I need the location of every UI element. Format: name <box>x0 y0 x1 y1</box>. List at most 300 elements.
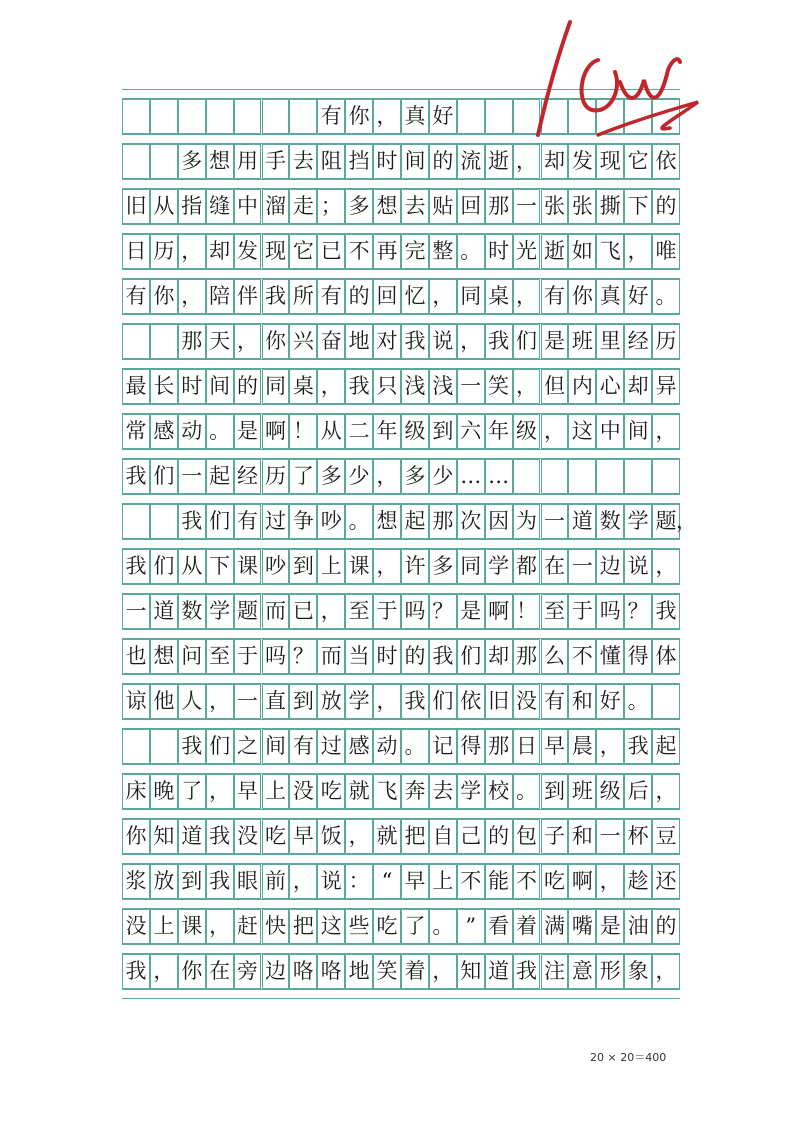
essay-char: 有 <box>543 689 565 713</box>
essay-char: ！ <box>516 599 538 623</box>
essay-char: 着 <box>516 914 538 938</box>
essay-char: 把 <box>292 914 314 938</box>
essay-char: 用 <box>237 149 259 173</box>
grid-band <box>122 359 680 369</box>
essay-char: 只 <box>376 374 398 398</box>
essay-char: 至 <box>543 599 565 623</box>
essay-char: 旁 <box>237 959 259 983</box>
essay-char: 至 <box>209 644 231 668</box>
essay-char: 却 <box>627 374 649 398</box>
essay-char: 吗 <box>599 599 621 623</box>
essay-char: 在 <box>209 959 231 983</box>
grid-cell <box>150 324 178 359</box>
essay-char: 吃 <box>320 779 342 803</box>
essay-char: 整 <box>432 239 454 263</box>
essay-char: 历 <box>153 239 175 263</box>
grid-cell <box>652 459 680 494</box>
essay-char: 趁 <box>627 869 649 893</box>
essay-char: 不 <box>348 239 370 263</box>
essay-char: 级 <box>516 419 538 443</box>
essay-char: 想 <box>209 149 231 173</box>
grid-cell <box>150 99 178 134</box>
essay-char: ， <box>655 554 677 578</box>
essay-char: 的 <box>348 284 370 308</box>
essay-char: 张 <box>571 194 593 218</box>
essay-char: 着 <box>404 959 426 983</box>
essay-char: 道 <box>571 509 593 533</box>
essay-char: 旧 <box>125 194 147 218</box>
essay-char: 心 <box>599 374 621 398</box>
essay-char: 下 <box>627 194 649 218</box>
essay-char: 快 <box>264 914 286 938</box>
essay-char: 有 <box>292 734 314 758</box>
essay-char: 说 <box>627 554 649 578</box>
essay-char: 前 <box>264 869 286 893</box>
essay-char: 因 <box>488 509 510 533</box>
essay-char: 兴 <box>292 329 314 353</box>
essay-char: 中 <box>599 419 621 443</box>
essay-char: 们 <box>209 509 231 533</box>
essay-char: 咯 <box>292 959 314 983</box>
essay-char: 它 <box>627 149 649 173</box>
essay-char: 这 <box>571 419 593 443</box>
essay-char: 吃 <box>376 914 398 938</box>
essay-char: ， <box>292 869 314 893</box>
essay-char: 早 <box>292 824 314 848</box>
essay-char: 下 <box>209 554 231 578</box>
essay-char: 浅 <box>432 374 454 398</box>
essay-char: 最 <box>125 374 147 398</box>
essay-char: 没 <box>237 824 259 848</box>
essay-char: 二 <box>348 419 370 443</box>
essay-char: 一 <box>181 464 203 488</box>
essay-char: 年 <box>488 419 510 443</box>
essay-char: 却 <box>543 149 565 173</box>
essay-char: ； <box>320 194 342 218</box>
essay-char: 我 <box>264 284 286 308</box>
essay-char: 些 <box>348 914 370 938</box>
essay-char: 能 <box>488 869 510 893</box>
essay-char: 。 <box>404 734 426 758</box>
essay-char: ！ <box>292 419 314 443</box>
essay-char: 但 <box>543 374 565 398</box>
essay-char: 们 <box>153 554 175 578</box>
essay-char: 们 <box>209 734 231 758</box>
essay-char: 张 <box>543 194 565 218</box>
grid-band <box>122 449 680 459</box>
essay-char: 这 <box>320 914 342 938</box>
essay-char: 我 <box>404 689 426 713</box>
essay-char: 所 <box>292 284 314 308</box>
essay-char: 日 <box>125 239 147 263</box>
essay-char: 动 <box>376 734 398 758</box>
essay-char: 起 <box>404 509 426 533</box>
essay-char: ， <box>599 869 621 893</box>
essay-char: 于 <box>571 599 593 623</box>
essay-char: 从 <box>181 554 203 578</box>
essay-char: 就 <box>376 824 398 848</box>
essay-char: 就 <box>348 779 370 803</box>
grid-cell <box>206 99 234 134</box>
grid-cell <box>485 99 513 134</box>
grid-cell <box>122 99 150 134</box>
essay-char: 那 <box>488 734 510 758</box>
essay-char: 数 <box>599 509 621 533</box>
essay-char: ， <box>627 239 649 263</box>
grid-band <box>122 764 680 774</box>
essay-char: 。 <box>209 419 231 443</box>
grid-band <box>122 494 680 504</box>
essay-char: 么 <box>543 644 565 668</box>
essay-char: 自 <box>432 824 454 848</box>
essay-char: 问 <box>181 644 203 668</box>
essay-char: 我 <box>125 959 147 983</box>
essay-char: 们 <box>516 329 538 353</box>
essay-char: 包 <box>516 824 538 848</box>
essay-char: 飞 <box>376 779 398 803</box>
essay-char: 多 <box>432 554 454 578</box>
essay-char: 一 <box>543 509 565 533</box>
essay-char: 过 <box>320 734 342 758</box>
essay-char: 的 <box>655 914 677 938</box>
grid-cell <box>234 99 262 134</box>
essay-char: 依 <box>655 149 677 173</box>
title-char: 你 <box>348 104 370 128</box>
essay-char: 感 <box>348 734 370 758</box>
essay-char: 你 <box>125 824 147 848</box>
essay-char: ， <box>320 374 342 398</box>
essay-char: 一 <box>571 554 593 578</box>
score-stroke-0a <box>582 60 617 110</box>
essay-char: 我 <box>181 509 203 533</box>
essay-char: 学 <box>348 689 370 713</box>
essay-char: 到 <box>432 419 454 443</box>
essay-char: 体 <box>655 644 677 668</box>
essay-char: 完 <box>404 239 426 263</box>
essay-char: 多 <box>348 194 370 218</box>
grid-cell <box>150 729 178 764</box>
essay-char: 桌 <box>488 284 510 308</box>
essay-char: 学 <box>209 599 231 623</box>
essay-char: 们 <box>460 644 482 668</box>
essay-char: 知 <box>153 824 175 848</box>
essay-char: 历 <box>264 464 286 488</box>
essay-char: 是 <box>237 419 259 443</box>
title-char: ， <box>376 104 398 128</box>
essay-char: 间 <box>627 419 649 443</box>
essay-char: 你 <box>571 284 593 308</box>
essay-char: 数 <box>181 599 203 623</box>
essay-char: 上 <box>432 869 454 893</box>
essay-char: 多 <box>404 464 426 488</box>
essay-char: 动 <box>181 419 203 443</box>
essay-char: 于 <box>376 599 398 623</box>
essay-char: 想 <box>153 644 175 668</box>
grid-cell <box>122 144 150 179</box>
essay-char: 我 <box>181 734 203 758</box>
essay-char: 长 <box>153 374 175 398</box>
essay-char: 天 <box>209 329 231 353</box>
essay-char: 。 <box>348 509 370 533</box>
essay-char: 注 <box>543 959 565 983</box>
essay-char: 经 <box>237 464 259 488</box>
essay-char: 有 <box>237 509 259 533</box>
essay-char: 我 <box>627 734 649 758</box>
essay-char: 课 <box>348 554 370 578</box>
essay-char: ？ <box>627 599 649 623</box>
essay-char: ， <box>432 959 454 983</box>
essay-char: 历 <box>655 329 677 353</box>
essay-char: ， <box>348 824 370 848</box>
essay-char: 发 <box>237 239 259 263</box>
essay-char: 不 <box>460 869 482 893</box>
essay-char: 旧 <box>488 689 510 713</box>
essay-char: 飞 <box>599 239 621 263</box>
essay-char: 和 <box>571 689 593 713</box>
essay-char: 吵 <box>264 554 286 578</box>
essay-char: ， <box>599 734 621 758</box>
essay-char: 到 <box>543 779 565 803</box>
grid-cell <box>122 324 150 359</box>
grid-band <box>122 899 680 909</box>
essay-char: 校 <box>488 779 510 803</box>
essay-char: 再 <box>376 239 398 263</box>
essay-char: ？ <box>432 599 454 623</box>
essay-char: 挡 <box>348 149 370 173</box>
essay-char: 吗 <box>264 644 286 668</box>
essay-char: 上 <box>264 779 286 803</box>
grid-cell <box>513 459 541 494</box>
essay-char: 浆 <box>125 869 147 893</box>
grid-cell <box>624 459 652 494</box>
essay-char: 咯 <box>320 959 342 983</box>
essay-char: 同 <box>264 374 286 398</box>
essay-char: 。 <box>655 284 677 308</box>
essay-char: ， <box>181 239 203 263</box>
essay-char: 去 <box>432 779 454 803</box>
essay-char: 上 <box>153 914 175 938</box>
essay-char: 时 <box>181 374 203 398</box>
essay-char: 。 <box>460 239 482 263</box>
essay-char: 是 <box>599 914 621 938</box>
essay-char: 起 <box>209 464 231 488</box>
essay-char: 看 <box>488 914 510 938</box>
essay-char: 把 <box>404 824 426 848</box>
essay-char: 缝 <box>209 194 231 218</box>
essay-char: ， <box>655 419 677 443</box>
grid-cell <box>541 459 569 494</box>
grid-cell <box>262 99 290 134</box>
essay-char: ， <box>209 689 231 713</box>
essay-char: 后 <box>627 779 649 803</box>
essay-char: 从 <box>320 419 342 443</box>
essay-char: 是 <box>543 329 565 353</box>
essay-char: ， <box>543 419 565 443</box>
essay-char: 那 <box>488 194 510 218</box>
essay-char: 常 <box>125 419 147 443</box>
essay-char: 不 <box>571 644 593 668</box>
essay-char: 形 <box>599 959 621 983</box>
essay-char: 我 <box>209 869 231 893</box>
essay-char: 说 <box>320 869 342 893</box>
essay-char: 。 <box>432 914 454 938</box>
essay-char: 我 <box>432 644 454 668</box>
essay-char: 满 <box>543 914 565 938</box>
grid-cell <box>457 99 485 134</box>
essay-char: 撕 <box>599 194 621 218</box>
essay-char: 的 <box>404 644 426 668</box>
grid-band <box>122 314 680 324</box>
essay-char: 上 <box>320 554 342 578</box>
essay-char: 了 <box>404 914 426 938</box>
essay-char: 已 <box>320 239 342 263</box>
essay-char: 了 <box>181 779 203 803</box>
grid-cell <box>178 99 206 134</box>
essay-char: 床 <box>125 779 147 803</box>
essay-char: 油 <box>627 914 649 938</box>
essay-char: 和 <box>571 824 593 848</box>
essay-char: 晨 <box>571 734 593 758</box>
essay-char: 有 <box>320 284 342 308</box>
essay-char: 阻 <box>320 149 342 173</box>
essay-char: ， <box>655 959 677 983</box>
essay-char: 那 <box>181 329 203 353</box>
essay-char: 吵 <box>320 509 342 533</box>
essay-char: 同 <box>460 284 482 308</box>
essay-char: 放 <box>320 689 342 713</box>
essay-char: 得 <box>627 644 649 668</box>
essay-char: 己 <box>460 824 482 848</box>
grid-cell <box>122 504 150 539</box>
essay-char: 嘴 <box>571 914 593 938</box>
essay-char: 内 <box>571 374 593 398</box>
essay-char: 是 <box>460 599 482 623</box>
essay-char: 学 <box>488 554 510 578</box>
grid-cell <box>596 459 624 494</box>
essay-char: ， <box>237 329 259 353</box>
essay-char: 他 <box>153 689 175 713</box>
essay-char: 间 <box>404 149 426 173</box>
essay-char: 却 <box>488 644 510 668</box>
essay-char: 啊 <box>264 419 286 443</box>
essay-char: ： <box>348 869 370 893</box>
essay-char: ， <box>376 554 398 578</box>
essay-char: ， <box>460 329 482 353</box>
essay-char: 题 <box>655 509 677 533</box>
essay-char: 流 <box>460 149 482 173</box>
essay-char: 想 <box>376 509 398 533</box>
essay-char: 没 <box>125 914 147 938</box>
essay-char: 懂 <box>599 644 621 668</box>
essay-char: 一 <box>125 599 147 623</box>
essay-char: 地 <box>348 329 370 353</box>
essay-char: 吃 <box>543 869 565 893</box>
essay-char: 道 <box>181 824 203 848</box>
essay-char: 过 <box>264 509 286 533</box>
essay-char: 在 <box>543 554 565 578</box>
essay-char: 真 <box>599 284 621 308</box>
essay-char: 而 <box>320 644 342 668</box>
essay-char: 回 <box>376 284 398 308</box>
essay-char: 我 <box>209 824 231 848</box>
essay-char: 你 <box>153 284 175 308</box>
essay-char: 许 <box>404 554 426 578</box>
essay-char: 年 <box>376 419 398 443</box>
essay-char: 光 <box>516 239 538 263</box>
essay-char: 我 <box>655 599 677 623</box>
essay-char: 已 <box>292 599 314 623</box>
essay-char: 经 <box>627 329 649 353</box>
essay-char: 也 <box>125 644 147 668</box>
essay-char: 那 <box>432 509 454 533</box>
essay-char: 我 <box>516 959 538 983</box>
essay-char: 一 <box>460 374 482 398</box>
essay-char: 知 <box>460 959 482 983</box>
essay-char: 对 <box>376 329 398 353</box>
essay-char: 发 <box>571 149 593 173</box>
essay-char: 没 <box>292 779 314 803</box>
essay-char: ， <box>655 779 677 803</box>
essay-char: ” <box>465 914 477 938</box>
essay-char: 啊 <box>488 599 510 623</box>
essay-char: 感 <box>153 419 175 443</box>
essay-char: 少 <box>348 464 370 488</box>
essay-char: 得 <box>460 734 482 758</box>
essay-char: 好 <box>599 689 621 713</box>
essay-char: ， <box>181 284 203 308</box>
essay-char: 。 <box>516 779 538 803</box>
essay-char: 到 <box>181 869 203 893</box>
essay-char: 级 <box>599 779 621 803</box>
essay-char: 直 <box>264 689 286 713</box>
essay-char: 忆 <box>404 284 426 308</box>
essay-char: 早 <box>237 779 259 803</box>
essay-char: “ <box>381 869 393 893</box>
essay-char: 豆 <box>655 824 677 848</box>
essay-char: 吗 <box>404 599 426 623</box>
essay-char: 到 <box>292 689 314 713</box>
essay-char: 早 <box>543 734 565 758</box>
essay-char: 班 <box>571 779 593 803</box>
essay-char: 学 <box>460 779 482 803</box>
grid-band <box>122 269 680 279</box>
essay-char: 指 <box>181 194 203 218</box>
essay-char: ， <box>676 509 697 533</box>
essay-char: 你 <box>264 329 286 353</box>
grid-band <box>122 854 680 864</box>
essay-char: 题 <box>237 599 259 623</box>
essay-char: ， <box>376 689 398 713</box>
essay-char: 于 <box>237 644 259 668</box>
essay-char: ， <box>376 464 398 488</box>
essay-char: 到 <box>292 554 314 578</box>
essay-char: 谅 <box>125 689 147 713</box>
essay-char: 如 <box>571 239 593 263</box>
grid-cell <box>150 504 178 539</box>
essay-char: 伴 <box>237 284 259 308</box>
essay-char: 手 <box>264 149 286 173</box>
essay-char: 不 <box>516 869 538 893</box>
essay-char: 的 <box>488 824 510 848</box>
essay-char: 奋 <box>320 329 342 353</box>
essay-char: 桌 <box>292 374 314 398</box>
essay-char: 饭 <box>320 824 342 848</box>
essay-char: 陪 <box>209 284 231 308</box>
essay-char: 它 <box>292 239 314 263</box>
title-char: 好 <box>432 104 454 128</box>
essay-char: 我 <box>348 374 370 398</box>
essay-char: 啊 <box>571 869 593 893</box>
